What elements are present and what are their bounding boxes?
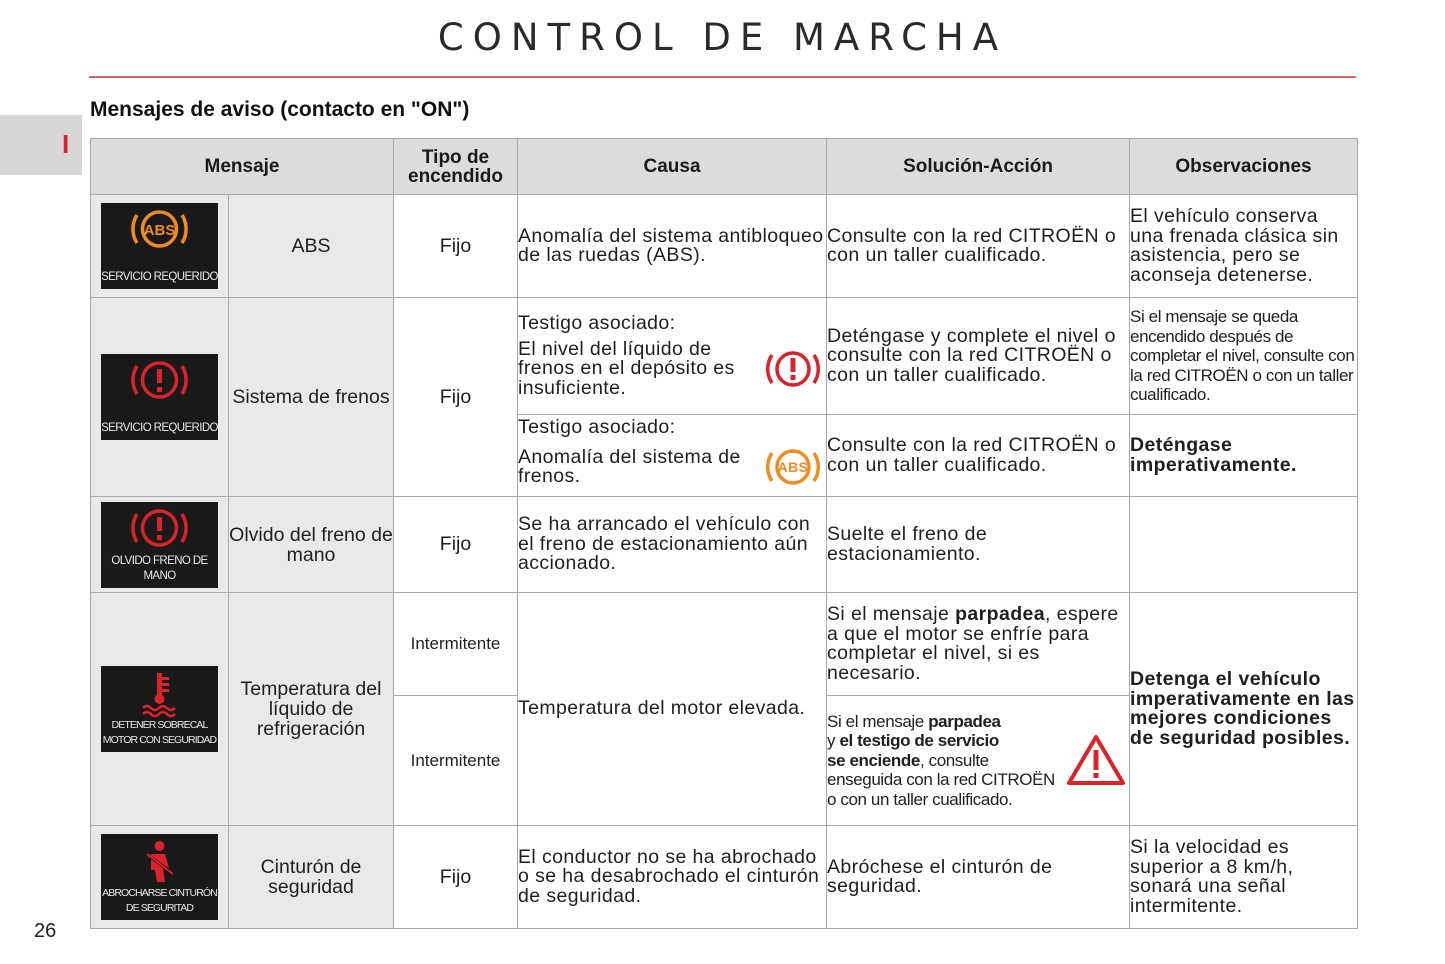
solution-text: Deténgase y complete el nivel o consulte con la red CITROËN o con un taller cualificado. xyxy=(827,298,1130,415)
solution-emphasis: se enciende xyxy=(827,750,920,770)
cause-text: Anomalía del sistema antibloqueo de las ruedas (ABS). xyxy=(518,195,827,298)
message-name: Sistema de frenos xyxy=(229,298,394,497)
cause-heading: Testigo asociado: xyxy=(518,312,676,334)
solution-text: , consulte enseguida con la red CITROËN o con un taller cualificado. xyxy=(827,750,1055,809)
dashboard-display-cell xyxy=(91,826,229,929)
svg-text:ABS: ABS xyxy=(777,459,809,476)
solution-text: Si el mensaje xyxy=(827,603,956,625)
message-name: Olvido del freno de mano xyxy=(229,497,394,593)
solution-cell xyxy=(827,696,1130,826)
solution-emphasis: el testigo de servicio xyxy=(839,731,999,751)
dashboard-text: ABROCHARSE CINTURÓN DE SEGURITAD xyxy=(102,887,217,914)
dashboard-display xyxy=(101,203,218,289)
solution-text: , espere a que el motor se enfríe para completar el nivel, si es necesario. xyxy=(827,603,1119,684)
solution-emphasis: parpadea xyxy=(955,603,1045,625)
cause-text: Anomalía del sistema de frenos. xyxy=(518,445,741,488)
dashboard-display xyxy=(101,666,218,752)
section-tab[interactable] xyxy=(0,115,82,175)
dashboard-display-cell xyxy=(91,593,229,826)
cause-text: Temperatura del motor elevada. xyxy=(518,593,827,826)
parking-brake-icon xyxy=(101,506,218,556)
dashboard-text: SERVICIO REQUERIDO xyxy=(101,422,218,434)
ignition-type: Intermitente xyxy=(394,593,518,696)
solution-text: Abróchese el cinturón de seguridad. xyxy=(827,826,1130,929)
abs-warning-icon xyxy=(760,441,826,493)
observation-text: Si el mensaje se queda encendido después de completar el nivel, consulte con la red CITROËN o con un taller cualificado. xyxy=(1130,298,1358,415)
header-tipo: Tipo de encendido xyxy=(394,139,518,195)
seatbelt-icon xyxy=(101,838,218,888)
table-row xyxy=(91,298,1358,415)
table-row xyxy=(91,195,1358,298)
observation-text: Si la velocidad es superior a 8 km/h, sonará una señal intermitente. xyxy=(1130,826,1358,929)
dashboard-display-cell xyxy=(91,298,229,497)
section-heading: Mensajes de aviso (contacto en "ON") xyxy=(90,98,470,121)
ignition-type: Intermitente xyxy=(394,696,518,826)
observation-text xyxy=(1130,497,1358,593)
dashboard-display xyxy=(101,834,218,920)
brake-warning-icon xyxy=(760,343,826,395)
solution-text: Suelte el freno de estacionamiento. xyxy=(827,497,1130,593)
message-name: Temperatura del líquido de refrigeración xyxy=(229,593,394,826)
solution-text: Consulte con la red CITROËN o con un taller cualificado. xyxy=(827,415,1130,497)
cause-text: El nivel del líquido de frenos en el depósito es insuficiente. xyxy=(518,337,735,399)
observation-text: Detenga el vehículo imperativamente en las mejores condiciones de seguridad posibles. xyxy=(1130,593,1358,826)
cause-cell xyxy=(518,415,827,497)
solution-text: y xyxy=(827,731,840,751)
solution-text: Si el mensaje xyxy=(827,711,929,731)
table-row xyxy=(91,593,1358,696)
dashboard-text: DETENER SOBRECAL MOTOR CON SEGURIDAD xyxy=(102,719,217,746)
solution-text: Consulte con la red CITROËN o con un taller cualificado. xyxy=(827,195,1130,298)
dashboard-display xyxy=(101,502,218,588)
page-number: 26 xyxy=(34,920,57,942)
section-tab-label: I xyxy=(62,129,70,159)
solution-cell xyxy=(827,593,1130,696)
coolant-temperature-icon xyxy=(101,670,218,720)
dashboard-text: SERVICIO REQUERIDO xyxy=(101,271,218,283)
table-row xyxy=(91,497,1358,593)
observation-text: Deténgase imperativamente. xyxy=(1130,415,1358,497)
dashboard-text: OLVIDO FRENO DE MANO xyxy=(111,554,208,582)
message-name: Cinturón de seguridad xyxy=(229,826,394,929)
header-solucion: Solución-Acción xyxy=(827,139,1130,195)
header-causa: Causa xyxy=(518,139,827,195)
ignition-type: Fijo xyxy=(394,195,518,298)
dashboard-display xyxy=(101,354,218,440)
brake-warning-icon xyxy=(101,358,218,408)
abs-warning-icon xyxy=(101,207,218,257)
ignition-type: Fijo xyxy=(394,826,518,929)
ignition-type: Fijo xyxy=(394,298,518,497)
dashboard-display-cell xyxy=(91,497,229,593)
hazard-triangle-icon xyxy=(1063,733,1129,789)
message-name: ABS xyxy=(229,195,394,298)
observation-text: El vehículo conserva una frenada clásica sin asistencia, pero se aconseja detenerse. xyxy=(1130,195,1358,298)
header-mensaje: Mensaje xyxy=(91,139,394,195)
title-divider xyxy=(89,76,1356,78)
solution-emphasis: parpadea xyxy=(928,711,1001,731)
header-observaciones: Observaciones xyxy=(1130,139,1358,195)
cause-heading: Testigo asociado: xyxy=(518,415,676,438)
cause-cell xyxy=(518,298,827,415)
svg-text:ABS: ABS xyxy=(143,222,176,239)
page-title: CONTROL DE MARCHA xyxy=(437,16,1008,59)
cause-text: El conductor no se ha abrochado o se ha desabrochado el cinturón de seguridad. xyxy=(518,826,827,929)
cause-text: Se ha arrancado el vehículo con el freno de estacionamiento aún accionado. xyxy=(518,497,827,593)
ignition-type: Fijo xyxy=(394,497,518,593)
table-header-row xyxy=(91,139,1358,195)
warning-messages-table xyxy=(90,138,1358,929)
table-row xyxy=(91,826,1358,929)
dashboard-display-cell xyxy=(91,195,229,298)
